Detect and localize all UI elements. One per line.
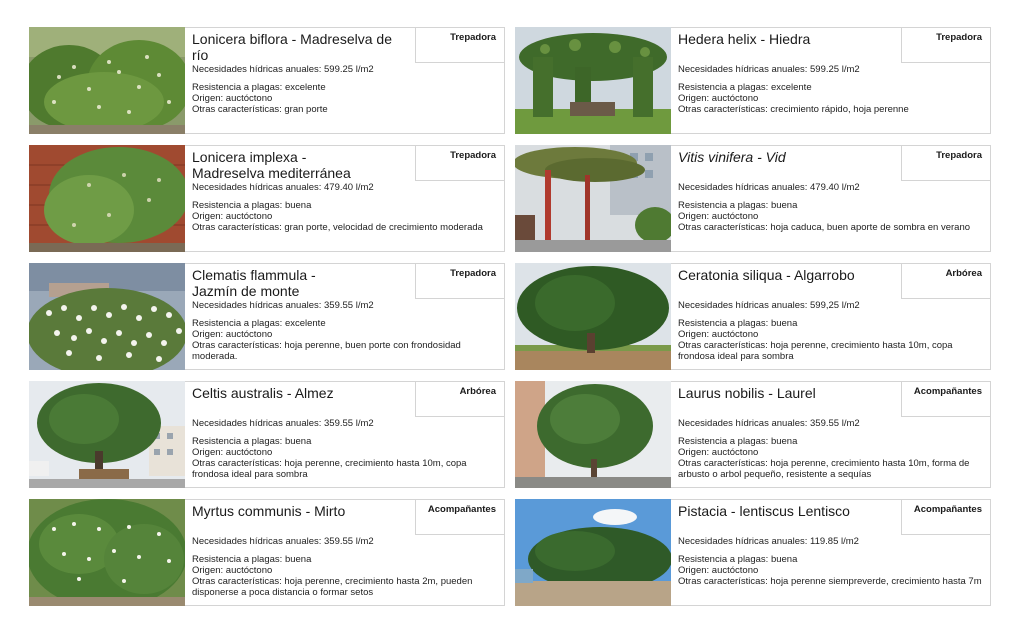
pest-resistance: Resistencia a plagas: buena (678, 436, 798, 447)
other-features: Otras características: hoja perenne, buen porte con frondosidad moderada. (192, 340, 461, 362)
plant-card (29, 145, 505, 252)
other-features: Otras características: hoja perenne siempreverde, crecimiento hasta 7m (678, 576, 982, 587)
pest-resistance: Resistencia a plagas: buena (678, 200, 798, 211)
plant-card (515, 499, 991, 606)
plant-info (671, 145, 991, 252)
origin: Origen: auctóctono (192, 211, 273, 222)
pest-resistance: Resistencia a plagas: buena (678, 554, 798, 565)
plant-details (192, 436, 496, 480)
plant-card (515, 263, 991, 370)
plant-title: Lonicera biflora - Madreselva de río (192, 31, 392, 63)
water-needs: Necesidades hídricas anuales: 359.55 l/m2 (678, 418, 860, 429)
plant-card (515, 145, 991, 252)
plant-info (185, 145, 505, 252)
plant-info (671, 499, 991, 606)
plant-details (678, 436, 982, 480)
other-features: Otras características: hoja perenne, crecimiento hasta 2m, pueden disponerse a poca distancia o formar setos (192, 576, 473, 598)
shrub-hedge-image (29, 27, 185, 134)
laurel-tree-photo (515, 381, 671, 488)
ivy-pergola-photo (515, 27, 671, 134)
street-tree-image (29, 381, 185, 488)
water-needs: Necesidades hídricas anuales: 479.40 l/m2 (678, 182, 860, 193)
category-badge: Trepadora (415, 264, 504, 299)
plant-title: Myrtus communis - Mirto (192, 503, 346, 519)
pest-resistance: Resistencia a plagas: excelente (678, 82, 812, 93)
water-needs: Necesidades hídricas anuales: 599.25 l/m2 (678, 64, 860, 75)
plant-title: Ceratonia siliqua - Algarrobo (678, 267, 855, 283)
plant-card (29, 381, 505, 488)
myrtle-bush-photo (29, 499, 185, 606)
carob-tree-photo (515, 263, 671, 370)
water-needs: Necesidades hídricas anuales: 359.55 l/m2 (192, 418, 374, 429)
category-badge: Acompañantes (901, 382, 990, 417)
plant-info (185, 381, 505, 488)
category-badge: Acompañantes (901, 500, 990, 535)
lentisk-coast-image (515, 499, 671, 606)
origin: Origen: auctóctono (678, 93, 759, 104)
origin: Origen: auctóctono (678, 211, 759, 222)
other-features: Otras características: hoja perenne, crecimiento hasta 10m, copa frondosa ideal para sombra (192, 458, 467, 480)
flowering-bush-image (29, 263, 185, 370)
plant-card (515, 27, 991, 134)
water-needs: Necesidades hídricas anuales: 599.25 l/m2 (192, 64, 374, 75)
origin: Origen: auctóctono (678, 447, 759, 458)
water-needs: Necesidades hídricas anuales: 479.40 l/m2 (192, 182, 374, 193)
water-needs: Necesidades hídricas anuales: 359.55 l/m2 (192, 300, 374, 311)
plant-title: Celtis australis - Almez (192, 385, 334, 401)
plant-card (29, 263, 505, 370)
plant-details (678, 200, 982, 233)
category-badge: Trepadora (415, 146, 504, 181)
pest-resistance: Resistencia a plagas: buena (192, 200, 312, 211)
vine-pergola-image (515, 145, 671, 252)
plant-card (515, 381, 991, 488)
water-needs: Necesidades hídricas anuales: 119.85 l/m2 (678, 536, 859, 547)
plant-details (678, 554, 982, 587)
pest-resistance: Resistencia a plagas: excelente (192, 82, 326, 93)
plant-info (671, 27, 991, 134)
plant-details (192, 200, 496, 233)
water-needs: Necesidades hídricas anuales: 359.55 l/m2 (192, 536, 374, 547)
origin: Origen: auctóctono (678, 329, 759, 340)
other-features: Otras características: gran porte (192, 104, 328, 115)
other-features: Otras características: hoja caduca, buen aporte de sombra en verano (678, 222, 971, 233)
plant-info (185, 499, 505, 606)
plant-card (29, 499, 505, 606)
origin: Origen: auctóctono (192, 329, 273, 340)
category-badge: Trepadora (415, 28, 504, 63)
plant-info (671, 381, 991, 488)
plant-details (192, 82, 496, 115)
origin: Origen: auctóctono (192, 565, 273, 576)
category-badge: Arbórea (901, 264, 990, 299)
shrub-wall-photo (29, 145, 185, 252)
other-features: Otras características: crecimiento rápido, hoja perenne (678, 104, 909, 115)
carob-tree-image (515, 263, 671, 370)
category-badge: Acompañantes (415, 500, 504, 535)
pest-resistance: Resistencia a plagas: buena (678, 318, 798, 329)
category-badge: Arbórea (415, 382, 504, 417)
vine-pergola-photo (515, 145, 671, 252)
plant-info (185, 27, 505, 134)
plant-card (29, 27, 505, 134)
shrub-hedge-photo (29, 27, 185, 134)
plant-details (678, 318, 982, 362)
ivy-pergola-image (515, 27, 671, 134)
plant-title: Clematis flammula - Jazmín de monte (192, 267, 316, 299)
street-tree-photo (29, 381, 185, 488)
plant-info (671, 263, 991, 370)
plant-title: Hedera helix - Hiedra (678, 31, 811, 47)
plant-title: Pistacia - lentiscus Lentisco (678, 503, 850, 519)
category-badge: Trepadora (901, 28, 990, 63)
origin: Origen: auctóctono (678, 565, 759, 576)
lentisk-coast-photo (515, 499, 671, 606)
flowering-bush-photo (29, 263, 185, 370)
other-features: Otras características: gran porte, velocidad de crecimiento moderada (192, 222, 483, 233)
plant-title: Vitis vinifera - Vid (678, 149, 786, 165)
shrub-wall-image (29, 145, 185, 252)
pest-resistance: Resistencia a plagas: buena (192, 554, 312, 565)
water-needs: Necesidades hídricas anuales: 599,25 l/m2 (678, 300, 860, 311)
plant-title: Laurus nobilis - Laurel (678, 385, 816, 401)
plant-details (678, 82, 982, 115)
other-features: Otras características: hoja perenne, crecimiento hasta 10m, copa frondosa ideal para sombra (678, 340, 953, 362)
plant-details (192, 554, 496, 598)
pest-resistance: Resistencia a plagas: buena (192, 436, 312, 447)
plant-details (192, 318, 496, 362)
myrtle-bush-image (29, 499, 185, 606)
plant-title: Lonicera implexa - Madreselva mediterránea (192, 149, 351, 181)
category-badge: Trepadora (901, 146, 990, 181)
laurel-tree-image (515, 381, 671, 488)
pest-resistance: Resistencia a plagas: excelente (192, 318, 326, 329)
origin: Origen: auctóctono (192, 93, 273, 104)
origin: Origen: auctóctono (192, 447, 273, 458)
plant-info (185, 263, 505, 370)
other-features: Otras características: hoja perenne, crecimiento hasta 10m, forma de arbusto o arbol pequeño, resistente a sequías (678, 458, 970, 480)
